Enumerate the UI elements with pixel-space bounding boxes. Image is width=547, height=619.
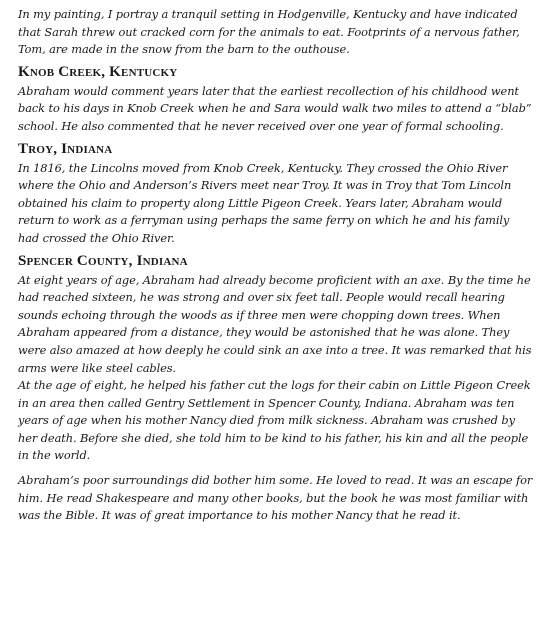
section-heading-troy: Troy, Indiana (18, 140, 113, 157)
knob-creek-paragraph: Abraham would comment years later that the earliest recollection of his childhood went back to his days in Knob Creek when he and Sara would walk two miles to attend a “blab” school. He also commented that he never received over one year of formal schooling. (18, 83, 532, 133)
section-heading-spencer-county: Spencer County, Indiana (18, 252, 188, 269)
spencer-paragraph-3: Abraham’s poor surroundings did bother him some. He loved to read. It was an escape for him. He read Shakespeare and many other books, but the book he was most familiar with was the Bible. It was of great importance to his mother Nancy that he read it. (18, 473, 533, 523)
spencer-paragraph-2: At the age of eight, he helped his father cut the logs for their cabin on Little Pigeon Creek in an area then called Gentry Settlement in Spencer County, Indiana. Abraham was ten years of age when his mother Nancy died from milk sickness. Abraham was crushed by her death. Before she died, she told him to be kind to his father, his kin and all the people in the world. (18, 378, 531, 463)
intro-paragraph: In my painting, I portray a tranquil setting in Hodgenville, Kentucky and have indicated that Sarah threw out cracked corn for the animals to eat. Footprints of a nervous father, Tom, are made in the snow from the barn to the outhouse. (18, 7, 520, 57)
spencer-paragraph-1: At eight years of age, Abraham had already become proficient with an axe. By the time he had reached sixteen, he was strong and over six feet tall. People would recall hearing sounds echoing through the woods as if three men were chopping down trees. When Abraham appeared from a distance, they would be astonished that he was alone. They were also amazed at how deeply he could sink an axe into a tree. It was remarked that his arms were like steel cables. (18, 272, 532, 375)
section-troy (18, 140, 533, 248)
section-knob-creek (18, 63, 533, 136)
section-heading-knob-creek: Knob Creek, Kentucky (18, 63, 178, 80)
section-spencer-county (18, 252, 533, 525)
troy-paragraph: In 1816, the Lincolns moved from Knob Creek, Kentucky. They crossed the Ohio River where the Ohio and Anderson’s Rivers meet near Troy. It was in Troy that Tom Lincoln obtained his claim to property along Little Pigeon Creek. Years later, Abraham would return to work as a ferryman using perhaps the same ferry on which he and his family had crossed the Ohio River. (18, 160, 512, 245)
